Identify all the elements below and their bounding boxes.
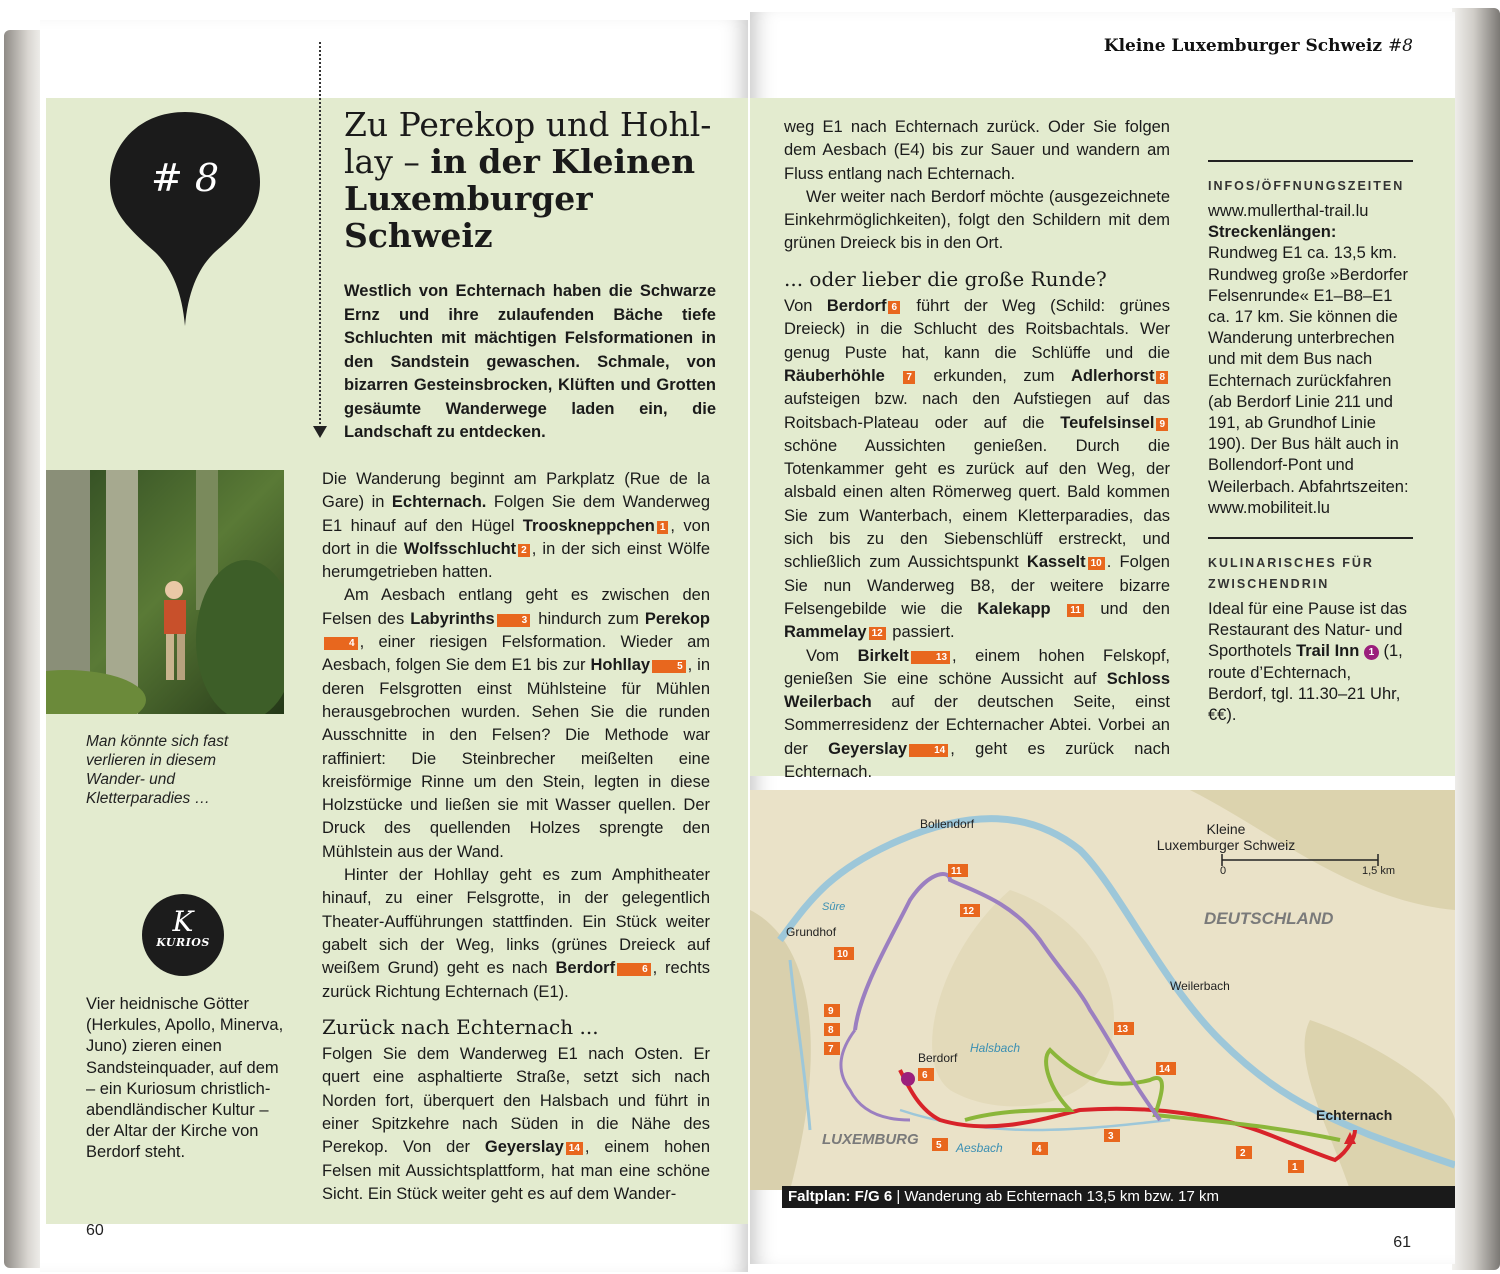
map-bar-label: Faltplan: F/G 6 [788, 1188, 893, 1205]
map-caption-bar: Faltplan: F/G 6 | Wanderung ab Echternach 13,5 km bzw. 17 km [782, 1186, 1455, 1208]
left-page [40, 20, 748, 1272]
svg-text:9: 9 [828, 1006, 834, 1017]
running-head-title: Kleine Luxemburger Schweiz [1103, 36, 1383, 56]
country-label: LUXEMBURG [822, 1131, 919, 1148]
svg-text:14: 14 [1159, 1064, 1171, 1075]
stop-marker: 14 [566, 1142, 583, 1155]
kurios-text: Vier heidnische Götter (Herkules, Apollo, Minerva, Juno) zieren einen Sandsteinquader, auf dem – ein Kuriosum christlich-abendländischer Kultur – der Altar der Kirche von Berdorf steht. [86, 995, 284, 1162]
photo-caption: Man könnte sich fast verlieren in diesem Wander- und Kletterparadies … [86, 733, 229, 807]
water-label: Sûre [822, 901, 846, 913]
paragraph: weg E1 nach Echternach zurück. Oder Sie folgen dem Aesbach (E4) bis zur Sauer und wandern am Fluss entlang nach Echternach. [784, 118, 1170, 183]
info-label [1208, 222, 1413, 243]
paragraph: Wer weiter nach Berdorf möchte (ausgezeichnete Einkehrmöglichkeiten), folgt den Schildern mit dem grünen Dreieck bis in den Ort. [784, 187, 1170, 253]
svg-text:12: 12 [963, 906, 975, 917]
svg-text:8: 8 [828, 1025, 834, 1036]
svg-text:6: 6 [922, 1070, 928, 1081]
kurios-letter: K [172, 905, 194, 938]
book-edge-right [1452, 8, 1500, 1270]
svg-text:13: 13 [1117, 1024, 1129, 1035]
stop-marker: 4 [324, 637, 358, 650]
running-head-number: #8 [1387, 36, 1413, 56]
stop-marker: 13 [911, 651, 950, 664]
food-text [1208, 599, 1413, 726]
stop-marker: 6 [888, 301, 900, 314]
paragraph: Von Berdorf 6 führt der Weg (Schild: grünes Dreieck) in die Schlucht des Roitsbachtals. Wer genug Puste hat, kann die Schlüffe und die Räuberhöhle 7 erkunden, zum Adlerhorst 8 aufsteigen bzw. nach den Aufstiegen auf das Roitsbach-Plateau oder auf die Teufelsinsel 9 schöne Aussichten genießen. Durch die Totenkammer geht es zurück auf den Weg, der alsbald einen alten Römerweg quert. Bald kommen Sie zum Wanterbach, einem Kletterparadies, das sich bis zu den Siebenschlüff erstreckt, und schließlich zum Aussichtspunkt Kasselt 10 . Folgen Sie nun Wanderweg B8, der weitere bizarre Felsengebilde wie die Kalekapp 11 und den Rammelay 12 passiert. [784, 297, 1170, 642]
divider [1208, 537, 1413, 539]
section-heading: ... oder lieber die große Runde? [784, 266, 1107, 291]
right-page [750, 12, 1455, 1264]
paragraph: Hinter der Hohllay geht es zum Amphitheater hinauf, zu einer Felsgrotte, in der gelegentlich Theater-Aufführungen stattfinden. Ein Stück weiter gabelt sich der Weg, links (grünes Dreieck auf weißem Grund) geht es nach Berdorf 6 , rechts zurück Richtung Echternach (E1). [322, 866, 710, 1001]
stop-marker: 8 [1156, 371, 1168, 384]
book-edge-left [4, 30, 44, 1268]
food-heading: KULINARISCHES FÜR ZWISCHENDRIN [1208, 556, 1374, 592]
page-title [344, 106, 724, 254]
place-label: Echternach [1316, 1107, 1393, 1123]
page-number-right: 61 [1393, 1234, 1411, 1251]
title-part-1: Zu Perekop und Hohl-lay – [344, 105, 712, 181]
stop-marker: 1 [657, 521, 669, 534]
place-label: Weilerbach [1170, 979, 1230, 993]
info-label-text: Streckenlängen: [1208, 223, 1337, 242]
svg-text:5: 5 [936, 1140, 942, 1151]
svg-text:7: 7 [828, 1044, 834, 1055]
running-head [1104, 36, 1413, 56]
svg-text:3: 3 [1108, 1131, 1114, 1142]
food-name: Trail Inn [1296, 642, 1360, 661]
paragraph: Vom Birkelt 13 , einem hohen Felskopf, genießen Sie eine schöne Aussicht auf Schloss Weilerbach auf der deutschen Seite, einst Sommerresidenz der Echternacher Abtei. Vorbei an der Geyerslay 14 , geht es zurück nach Echternach. [784, 646, 1170, 782]
svg-text:11: 11 [951, 866, 962, 877]
place-label: Grundhof [786, 925, 837, 939]
stop-marker: 14 [909, 744, 948, 757]
stop-marker: 5 [652, 660, 686, 673]
intro-paragraph: Westlich von Echternach haben die Schwarze Ernz und ihre zulaufenden Bäche tiefe Schluchten mit mächtigen Felsformationen in den Sandstein gewaschen. Schmale, von bizarren Gesteinsbrocken, Klüften und Grotten gesäumte Wanderwege laden ein, die Landschaft zu entdecken. [344, 282, 716, 441]
restaurant-marker [901, 1072, 915, 1086]
divider [1208, 160, 1413, 162]
place-label: Berdorf [918, 1051, 958, 1065]
chapter-badge: # 8 [150, 156, 220, 200]
kurios-label: KURIOS [156, 936, 210, 949]
place-label: Bollendorf [920, 817, 975, 831]
section-heading: Zurück nach Echternach ... [322, 1014, 599, 1039]
map-bar-text: Wanderung ab Echternach 13,5 km bzw. 17 km [904, 1188, 1220, 1205]
dotted-guide-line [319, 42, 321, 432]
food-text-2: (1, route d’Echternach, Berdorf, tgl. 11.30–21 Uhr, €€). [1208, 642, 1403, 725]
hiking-map [750, 790, 1455, 1190]
stop-marker: 11 [1067, 604, 1084, 617]
title-part-2: in der Kleinen Luxemburger Schweiz [344, 142, 696, 255]
main-text-column-left [322, 468, 710, 1206]
stop-marker: 12 [869, 627, 886, 640]
info-url: www.mullerthal-trail.lu [1208, 202, 1369, 220]
paragraph: Die Wanderung beginnt am Parkplatz (Rue de la Gare) in Echternach. Folgen Sie dem Wanderweg E1 hinauf auf den Hügel Trooskneppchen 1 , von dort in die Wolfsschlucht 2 , in der sich einst Wölfe herumgetrieben hatten. [322, 470, 711, 582]
svg-text:2: 2 [1240, 1148, 1246, 1159]
info-box [1208, 160, 1413, 726]
stop-marker: 6 [617, 963, 651, 976]
info-text: Rundweg E1 ca. 13,5 km. Rundweg große »Berdorfer Felsenrunde« E1–B8–E1 ca. 17 km. Sie können die Wanderung unterbrechen und mit dem Bus nach Echternach zurückfahren (ab Berdorf Linie 211 und 191, ab Grundhof Linie 190). Der Bus hält auch in Bollendorf-Pont und Weilerbach. Abfahrtszeiten: www.mobiliteit.lu [1208, 244, 1409, 517]
stop-marker: 7 [903, 371, 915, 384]
svg-text:4: 4 [1036, 1144, 1042, 1155]
food-text-1: Ideal für eine Pause ist das Restaurant des Natur- und Sporthotels [1208, 600, 1408, 661]
paragraph: Am Aesbach entlang geht es zwischen den Felsen des Labyrinths 3 hindurch zum Perekop4 , einer riesigen Felsformation. Wieder am Aesbach, folgen Sie dem E1 bis zur Hohllay 5 , in deren Felsgrotten einst Mühlsteine für Mühlen herausgebrochen wurden. Sehen Sie die runden Ausschnitte in den Felsen? Die Methode war raffiniert: Die Steinbrecher meißelten eine kreisförmige Rinne um den Stein, legten in diese Holzstücke und ließen sie mit Wasser quellen. Der Druck des quellenden Holzes sprengte den Mühlstein aus der Wand. [322, 586, 711, 861]
kurios-badge [142, 894, 224, 976]
svg-text:1: 1 [1292, 1162, 1298, 1173]
stop-marker: 3 [497, 614, 531, 627]
scale-end: 1,5 km [1362, 865, 1396, 877]
main-text-column-right [784, 116, 1170, 784]
location-pin-icon [110, 112, 260, 326]
stop-marker: 9 [1156, 418, 1168, 431]
svg-text:10: 10 [837, 949, 849, 960]
stop-marker: 10 [1088, 557, 1105, 570]
scale-start: 0 [1220, 865, 1227, 877]
water-label: Halsbach [970, 1041, 1021, 1055]
map-title: Kleine [1206, 821, 1246, 837]
map-title: Luxemburger Schweiz [1156, 837, 1296, 853]
food-marker: 1 [1364, 645, 1379, 660]
arrow-down-icon [313, 426, 327, 438]
water-label: Aesbach [956, 1141, 1003, 1155]
info-heading: INFOS/ÖFFNUNGSZEITEN [1208, 179, 1405, 193]
stop-marker: 2 [518, 544, 530, 557]
page-number-left: 60 [86, 1222, 104, 1239]
paragraph: Folgen Sie dem Wanderweg E1 nach Osten. Er quert eine asphaltierte Straße, setzt sich nach Norden fort, überquert den Halsbach und führt in einer Spitzkehre nach Süden in die Nähe des Perekop. Von der Geyerslay 14 , einem hohen Felsen mit Aussichtsplattform, hat man eine schöne Sicht. Ein Stück weiter geht es auf dem Wander- [322, 1045, 711, 1203]
country-label: DEUTSCHLAND [1204, 909, 1334, 928]
forest-hiker-photo [46, 470, 284, 714]
